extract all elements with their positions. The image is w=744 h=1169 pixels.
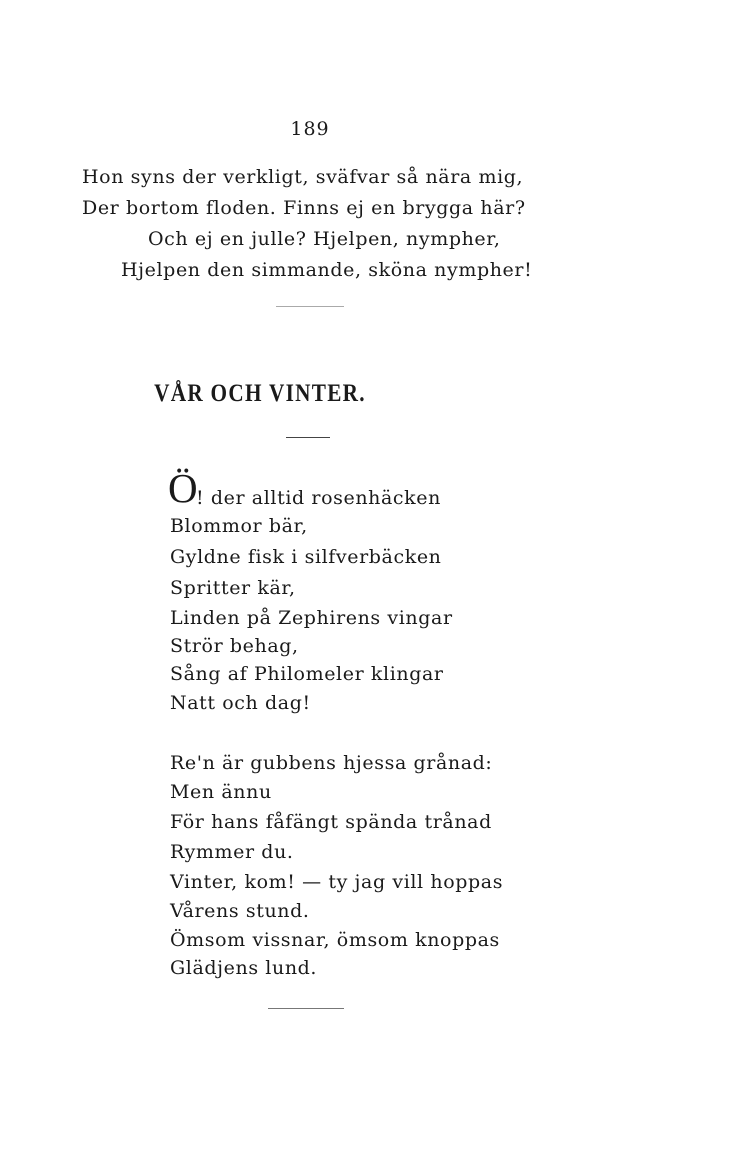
verse-line: För hans fåfängt spända trånad bbox=[170, 811, 492, 833]
verse-line: Blommor bär, bbox=[170, 515, 308, 537]
verse-line: Spritter kär, bbox=[170, 577, 296, 599]
section-divider bbox=[276, 306, 344, 307]
verse-line: Hon syns der verkligt, sväfvar så nära mig, bbox=[82, 166, 524, 188]
verse-line: Hjelpen den simmande, sköna nympher! bbox=[121, 259, 533, 281]
verse-line: Och ej en julle? Hjelpen, nympher, bbox=[148, 228, 501, 250]
verse-line: Vinter, kom! — ty jag vill hoppas bbox=[170, 871, 504, 893]
verse-line: Ömsom vissnar, ömsom knoppas bbox=[170, 929, 500, 951]
verse-line: Gyldne fisk i silfverbäcken bbox=[170, 546, 442, 568]
end-divider bbox=[268, 1008, 344, 1009]
verse-line: Glädjens lund. bbox=[170, 957, 318, 979]
poem-title: VÅR OCH VINTER. bbox=[154, 380, 366, 407]
title-rule bbox=[286, 437, 330, 438]
page-number: 189 bbox=[290, 118, 330, 140]
verse-line: Vårens stund. bbox=[170, 900, 310, 922]
verse-line: Men ännu bbox=[170, 781, 272, 803]
verse-line: Sång af Philomeler klingar bbox=[170, 663, 444, 685]
verse-line: Rymmer du. bbox=[170, 841, 294, 863]
verse-line: Re'n är gubbens hjessa grånad: bbox=[170, 752, 493, 774]
drop-cap: Ö bbox=[168, 465, 198, 511]
verse-line: Strör behag, bbox=[170, 635, 299, 657]
verse-line: Natt och dag! bbox=[170, 692, 311, 714]
verse-line: Der bortom floden. Finns ej en brygga här? bbox=[82, 197, 526, 219]
verse-line: Linden på Zephirens vingar bbox=[170, 607, 453, 629]
verse-line-first: ! der alltid rosenhäcken bbox=[196, 487, 441, 509]
